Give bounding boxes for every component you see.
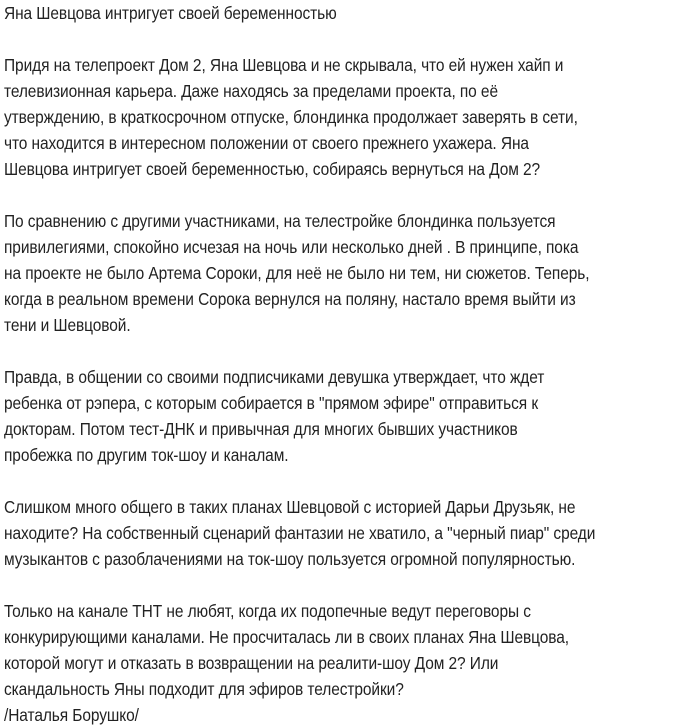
text-line: Шевцова интригует своей беременностью, собираясь вернуться на Дом 2? — [4, 159, 541, 179]
text-line: докторам. Потом тест-ДНК и привычная для многих бывших участников — [4, 419, 518, 439]
article — [4, 0, 677, 728]
text-line: ребенка от рэпера, с которым собирается в "прямом эфире" отправиться к — [4, 393, 539, 413]
paragraph-4 — [4, 494, 677, 572]
text-line: скандальность Яны подходит для эфиров телестройки? — [4, 679, 404, 699]
text-line: телевизионная карьера. Даже находясь за пределами проекта, по её — [4, 81, 498, 101]
text-line: на проекте не было Артема Сороки, для неё не было ни тем, ни сюжетов. Теперь, — [4, 263, 590, 283]
text-line: которой могут и отказать в возвращении на реалити-шоу Дом 2? Или — [4, 653, 499, 673]
text-line: что находится в интересном положении от своего прежнего ухажера. Яна — [4, 133, 529, 153]
text-line: пробежка по другим ток-шоу и каналам. — [4, 445, 289, 465]
text-line: привилегиями, спокойно исчезая на ночь или несколько дней . В принципе, пока — [4, 237, 579, 257]
paragraph-5 — [4, 598, 677, 728]
text-line: По сравнению с другими участниками, на телестройке блондинка пользуется — [4, 211, 556, 231]
text-line: Слишком много общего в таких планах Шевцовой с историей Дарьи Друзьяк, не — [4, 497, 576, 517]
paragraph-3 — [4, 364, 677, 468]
text-line: тени и Шевцовой. — [4, 315, 131, 335]
text-line: Только на канале ТНТ не любят, когда их подопечные ведут переговоры с — [4, 601, 531, 621]
text-line: конкурирующими каналами. Не просчиталась ли в своих планах Яна Шевцова, — [4, 627, 570, 647]
paragraph-2 — [4, 208, 677, 338]
author-signature: /Наталья Борушко/ — [4, 705, 139, 725]
text-line: находите? На собственный сценарий фантазии не хватило, а "черный пиар" среди — [4, 523, 596, 543]
article-title: Яна Шевцова интригует своей беременностью — [4, 3, 337, 23]
text-line: когда в реальном времени Сорока вернулся на поляну, настало время выйти из — [4, 289, 576, 309]
text-line: утверждению, в краткосрочном отпуске, блондинка продолжает заверять в сети, — [4, 107, 578, 127]
text-line: Правда, в общении со своими подписчиками девушка утверждает, что ждет — [4, 367, 545, 387]
paragraph-1 — [4, 52, 677, 182]
text-line: Придя на телепроект Дом 2, Яна Шевцова и не скрывала, что ей нужен хайп и — [4, 55, 564, 75]
text-line: музыкантов с разоблачениями на ток-шоу пользуется огромной популярностью. — [4, 549, 576, 569]
